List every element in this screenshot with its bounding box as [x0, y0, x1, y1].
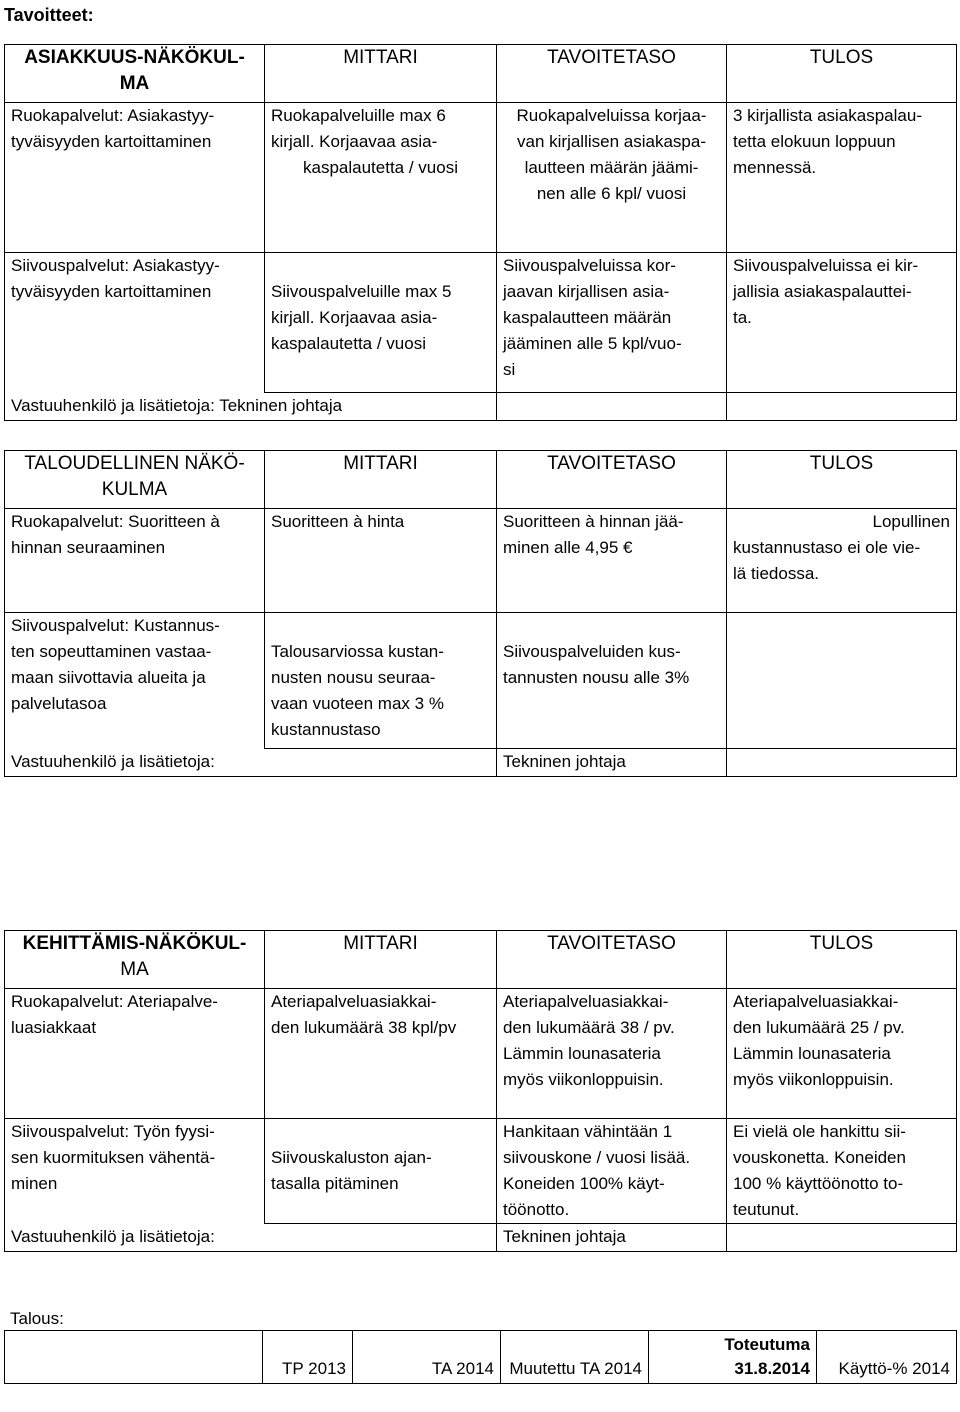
talous-label: Talous:: [10, 1309, 64, 1328]
row-mittari: Ruokapalveluille max 6 kirjall. Korjaavaa asia- kaspalautetta / vuosi: [265, 103, 497, 253]
row-tulos: Ateriapalveluasiakkai- den lukumäärä 25 / pv. Lämmin lounasateria myös viikonloppuisin.: [727, 989, 957, 1119]
budget-col-ta2014: TA 2014: [353, 1331, 501, 1384]
row-mittari: Suoritteen à hinta: [265, 509, 497, 613]
development-perspective-table: [4, 930, 957, 1252]
row-kohde: Siivouspalvelut: Asiakastyy- tyväisyyden kartoittaminen: [5, 253, 265, 393]
budget-col-muutettu-ta2014: Muutettu TA 2014: [501, 1331, 649, 1384]
header-tavoitetaso: TAVOITETASO: [497, 45, 727, 103]
perspective-title: KEHITTÄMIS-NÄKÖKUL- MA: [5, 931, 265, 989]
header-tulos: TULOS: [727, 451, 957, 509]
header-tulos: TULOS: [727, 45, 957, 103]
row-tulos: 3 kirjallista asiakaspalau- tetta elokuun loppuun mennessä.: [727, 103, 957, 253]
perspective-title: ASIAKKUUS-NÄKÖKUL- MA: [5, 45, 265, 103]
responsible-value: [497, 393, 727, 421]
budget-col-toteutuma: Toteutuma 31.8.2014: [649, 1331, 817, 1384]
header-mittari: MITTARI: [265, 45, 497, 103]
row-tavoitetaso: Siivouspalveluissa kor- jaavan kirjallisen asia- kaspalautteen määrän jääminen alle 5 kpl/vuo- si: [497, 253, 727, 393]
responsible-person: Vastuuhenkilö ja lisätietoja: Tekninen johtaja: [5, 393, 497, 421]
header-mittari: MITTARI: [265, 451, 497, 509]
header-tavoitetaso: TAVOITETASO: [497, 931, 727, 989]
row-tavoitetaso: Hankitaan vähintään 1 siivouskone / vuosi lisää. Koneiden 100% käyt- töönotto.: [497, 1119, 727, 1224]
header-tulos: TULOS: [727, 931, 957, 989]
row-kohde: Ruokapalvelut: Suoritteen à hinnan seuraaminen: [5, 509, 265, 613]
row-tulos: Ei vielä ole hankittu sii- vouskonetta. Koneiden 100 % käyttöönotto to- teutunut.: [727, 1119, 957, 1224]
row-kohde: Ruokapalvelut: Asiakastyy- tyväisyyden kartoittaminen: [5, 103, 265, 253]
row-kohde: Siivouspalvelut: Kustannus- ten sopeuttaminen vastaa- maan siivottavia alueita ja palvelutasoa: [5, 613, 265, 749]
budget-table: [4, 1330, 957, 1384]
header-mittari: MITTARI: [265, 931, 497, 989]
row-tavoitetaso: Ateriapalveluasiakkai- den lukumäärä 38 / pv. Lämmin lounasateria myös viikonloppuisin.: [497, 989, 727, 1119]
row-tavoitetaso: Siivouspalveluiden kus- tannusten nousu alle 3%: [497, 613, 727, 749]
responsible-value: Tekninen johtaja: [497, 749, 727, 777]
row-tavoitetaso: Ruokapalveluissa korjaa- van kirjallisen asiakaspa- lautteen määrän jäämi- nen alle 6 kpl/ vuosi: [497, 103, 727, 253]
responsible-person: Vastuuhenkilö ja lisätietoja:: [5, 1224, 497, 1252]
row-mittari: Talousarviossa kustan- nusten nousu seuraa- vaan vuoteen max 3 % kustannustaso: [265, 613, 497, 749]
row-tulos: [727, 613, 957, 749]
row-mittari: Ateriapalveluasiakkai- den lukumäärä 38 kpl/pv: [265, 989, 497, 1119]
budget-empty-cell: [5, 1331, 263, 1384]
row-kohde: Ruokapalvelut: Ateriapalve- luasiakkaat: [5, 989, 265, 1119]
row-mittari: Siivouspalveluille max 5 kirjall. Korjaavaa asia- kaspalautetta / vuosi: [265, 253, 497, 393]
responsible-value: Tekninen johtaja: [497, 1224, 727, 1252]
budget-col-tp2013: TP 2013: [263, 1331, 353, 1384]
financial-perspective-table: [4, 450, 957, 777]
row-tulos: Lopullinen kustannustaso ei ole vie- lä tiedossa.: [727, 509, 957, 613]
customer-perspective-table: [4, 44, 957, 421]
perspective-title: TALOUDELLINEN NÄKÖ- KULMA: [5, 451, 265, 509]
responsible-person: Vastuuhenkilö ja lisätietoja:: [5, 749, 497, 777]
row-kohde: Siivouspalvelut: Työn fyysi- sen kuormituksen vähentä- minen: [5, 1119, 265, 1224]
budget-col-kaytto: Käyttö-% 2014: [817, 1331, 957, 1384]
page-heading: Tavoitteet:: [4, 5, 94, 25]
header-tavoitetaso: TAVOITETASO: [497, 451, 727, 509]
row-mittari: Siivouskaluston ajan- tasalla pitäminen: [265, 1119, 497, 1224]
row-tavoitetaso: Suoritteen à hinnan jää- minen alle 4,95 €: [497, 509, 727, 613]
row-tulos: Siivouspalveluissa ei kir- jallisia asiakaspalauttei- ta.: [727, 253, 957, 393]
